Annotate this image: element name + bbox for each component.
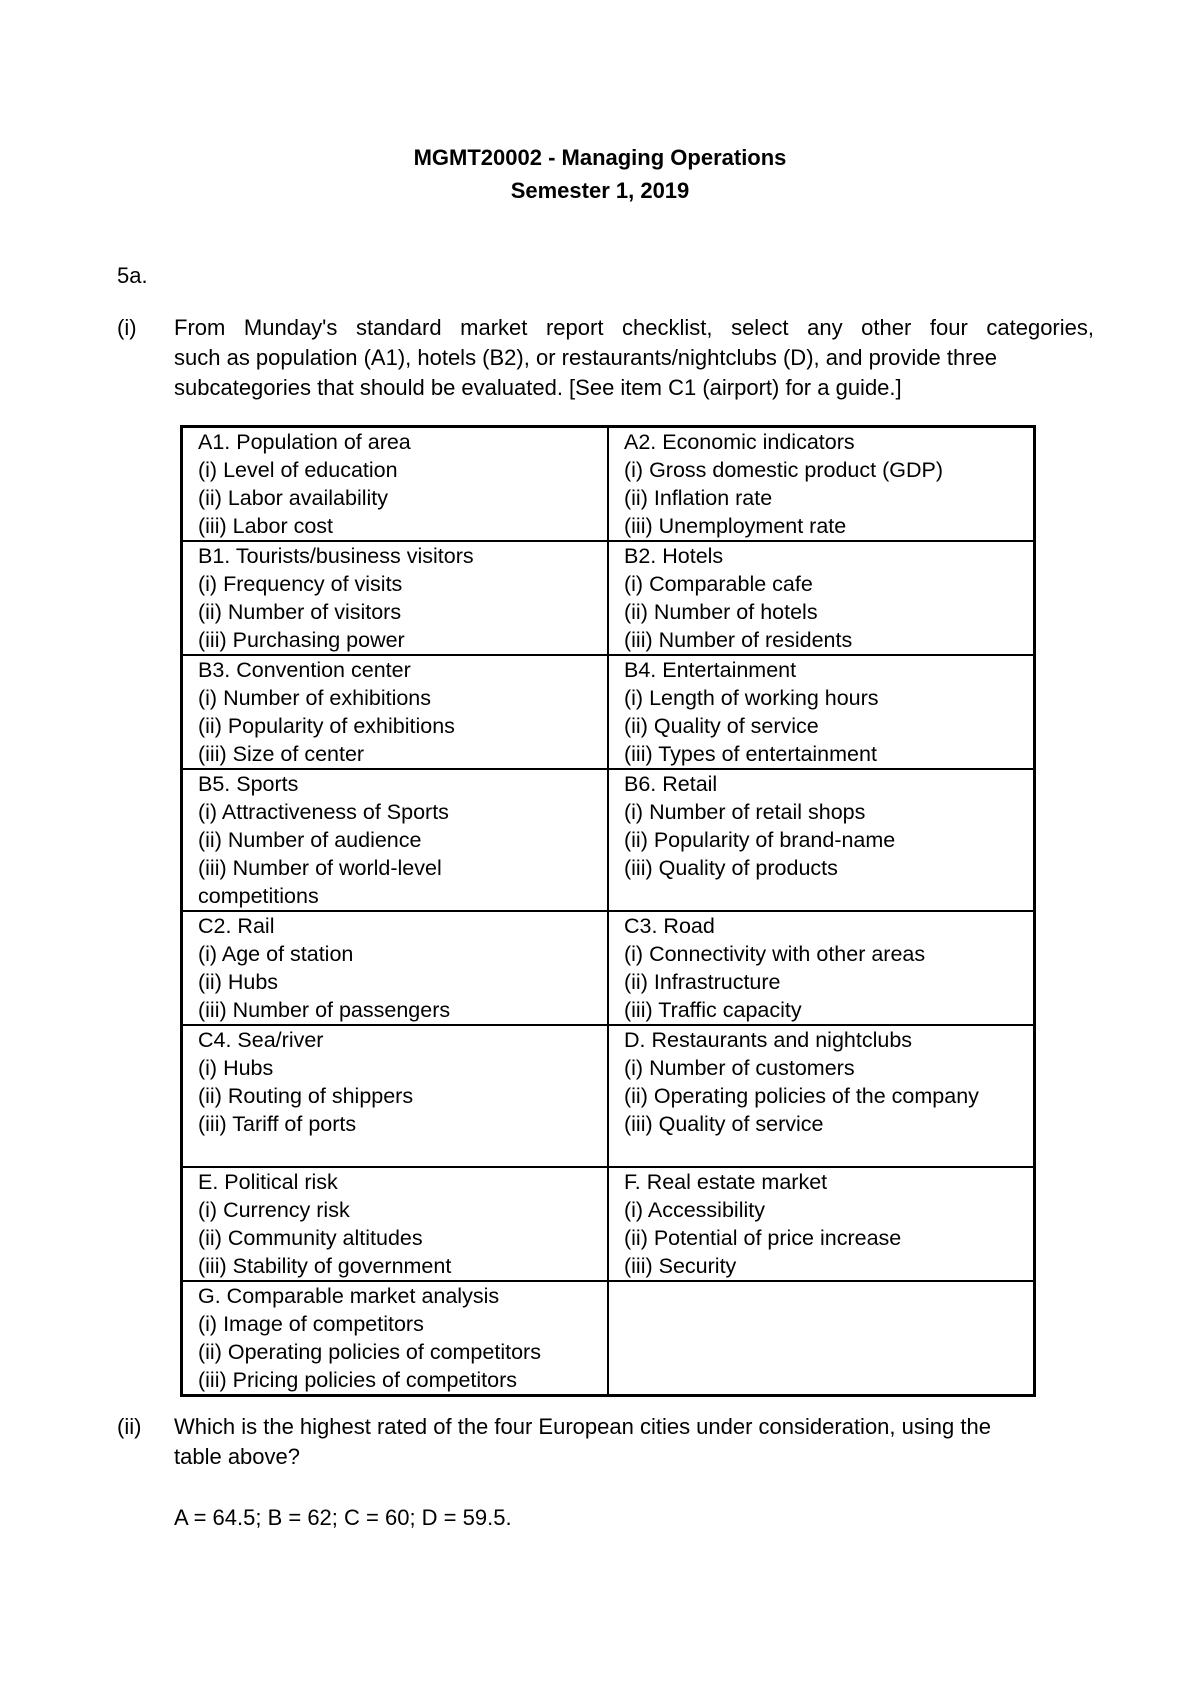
subcategory-item: (iii) Size of center bbox=[198, 742, 365, 766]
subcategory-item: (i) Length of working hours bbox=[624, 686, 879, 710]
subcategory-item: (iii) Traffic capacity bbox=[624, 998, 802, 1022]
category-heading: B6. Retail bbox=[624, 772, 718, 796]
category-heading: D. Restaurants and nightclubs bbox=[624, 1028, 913, 1052]
table-cell bbox=[182, 427, 609, 542]
category-heading: C4. Sea/river bbox=[198, 1028, 324, 1052]
category-heading: B4. Entertainment bbox=[624, 658, 797, 682]
category-heading: F. Real estate market bbox=[624, 1170, 828, 1194]
subcategory-item: (ii) Potential of price increase bbox=[624, 1226, 902, 1250]
subcategory-item: (i) Number of exhibitions bbox=[198, 686, 432, 710]
table-row bbox=[182, 655, 1035, 769]
table-cell bbox=[182, 769, 609, 911]
table-cell bbox=[182, 1281, 609, 1396]
subcategory-item: (i) Comparable cafe bbox=[624, 572, 813, 596]
subcategory-item: (i) Number of customers bbox=[624, 1056, 855, 1080]
subcategory-item: (ii) Inflation rate bbox=[624, 486, 773, 510]
subcategory-item: (iii) Number of passengers bbox=[198, 998, 451, 1022]
table-cell bbox=[608, 769, 1035, 911]
subcategory-item: (i) Number of retail shops bbox=[624, 800, 866, 824]
subcategory-item: (ii) Operating policies of the company bbox=[624, 1084, 979, 1108]
subcategory-item: (ii) Popularity of exhibitions bbox=[198, 714, 455, 738]
subcategory-item: (iii) Types of entertainment bbox=[624, 742, 877, 766]
subcategory-item: competitions bbox=[198, 884, 319, 908]
table-row bbox=[182, 911, 1035, 1025]
question-number: 5a. bbox=[117, 263, 148, 288]
semester-title: Semester 1, 2019 bbox=[510, 178, 690, 203]
category-heading: A1. Population of area bbox=[198, 430, 411, 454]
subcategory-item: (i) Accessibility bbox=[624, 1198, 765, 1222]
table-cell bbox=[182, 541, 609, 655]
subcategory-item: (iii) Unemployment rate bbox=[624, 514, 847, 538]
table-cell bbox=[608, 655, 1035, 769]
subcategory-item: (ii) Number of hotels bbox=[624, 600, 818, 624]
subcategory-item: (iii) Tariff of ports bbox=[198, 1112, 357, 1136]
part-i-line: From Munday's standard market report checklist, select any other four categories, bbox=[174, 315, 1094, 340]
subcategory-item: (iii) Labor cost bbox=[198, 514, 334, 538]
table-cell bbox=[608, 1025, 1035, 1167]
subcategory-item: (ii) Labor availability bbox=[198, 486, 388, 510]
table-cell bbox=[182, 655, 609, 769]
subcategory-item: (iii) Quality of products bbox=[624, 856, 838, 880]
subcategory-item: (ii) Infrastructure bbox=[624, 970, 781, 994]
table-cell bbox=[608, 427, 1035, 542]
subcategory-item: (ii) Number of visitors bbox=[198, 600, 402, 624]
table-row bbox=[182, 1281, 1035, 1396]
table-row bbox=[182, 541, 1035, 655]
subcategory-item: (i) Image of competitors bbox=[198, 1312, 424, 1336]
category-heading: E. Political risk bbox=[198, 1170, 338, 1194]
subcategory-item: (ii) Hubs bbox=[198, 970, 279, 994]
subcategory-item: (i) Connectivity with other areas bbox=[624, 942, 926, 966]
subcategory-item: (ii) Operating policies of competitors bbox=[198, 1340, 541, 1364]
table-row bbox=[182, 769, 1035, 911]
subcategory-item: (i) Level of education bbox=[198, 458, 398, 482]
part-ii-label: (ii) bbox=[117, 1414, 142, 1439]
part-ii-text bbox=[174, 1412, 1094, 1472]
part-i-line: subcategories that should be evaluated. [See item C1 (airport) for a guide.] bbox=[174, 375, 902, 400]
subcategory-item: (i) Age of station bbox=[198, 942, 354, 966]
subcategory-item: (ii) Number of audience bbox=[198, 828, 422, 852]
category-heading: B1. Tourists/business visitors bbox=[198, 544, 474, 568]
subcategory-item: (i) Hubs bbox=[198, 1056, 274, 1080]
course-title: MGMT20002 - Managing Operations bbox=[413, 145, 787, 170]
subcategory-item: (iii) Stability of government bbox=[198, 1254, 452, 1278]
table-row bbox=[182, 1167, 1035, 1281]
subcategory-item: (iii) Number of residents bbox=[624, 628, 853, 652]
subcategory-item: (i) Currency risk bbox=[198, 1198, 350, 1222]
subcategory-item: (iii) Quality of service bbox=[624, 1112, 824, 1136]
category-heading: B5. Sports bbox=[198, 772, 299, 796]
table-cell bbox=[608, 911, 1035, 1025]
category-heading: G. Comparable market analysis bbox=[198, 1284, 500, 1308]
subcategory-item: (ii) Community altitudes bbox=[198, 1226, 423, 1250]
subcategory-item: (iii) Purchasing power bbox=[198, 628, 405, 652]
category-heading: B3. Convention center bbox=[198, 658, 411, 682]
table-cell bbox=[182, 911, 609, 1025]
empty-table-cell bbox=[608, 1281, 1035, 1396]
part-i-line: such as population (A1), hotels (B2), or restaurants/nightclubs (D), and provide three bbox=[174, 345, 997, 370]
category-heading: A2. Economic indicators bbox=[624, 430, 855, 454]
category-heading: B2. Hotels bbox=[624, 544, 724, 568]
subcategory-item: (ii) Popularity of brand-name bbox=[624, 828, 896, 852]
subcategory-item: (ii) Quality of service bbox=[624, 714, 819, 738]
category-heading: C2. Rail bbox=[198, 914, 275, 938]
subcategory-item: (i) Gross domestic product (GDP) bbox=[624, 458, 943, 482]
part-i-text bbox=[174, 313, 1094, 403]
table-row bbox=[182, 1025, 1035, 1167]
part-ii-line: Which is the highest rated of the four European cities under consideration, using the bbox=[174, 1414, 991, 1439]
answer-text: A = 64.5; B = 62; C = 60; D = 59.5. bbox=[174, 1505, 512, 1530]
category-heading: C3. Road bbox=[624, 914, 715, 938]
subcategory-item: (i) Attractiveness of Sports bbox=[198, 800, 449, 824]
subcategory-item: (i) Frequency of visits bbox=[198, 572, 403, 596]
table-cell bbox=[608, 1167, 1035, 1281]
table-cell bbox=[182, 1167, 609, 1281]
table-cell bbox=[182, 1025, 609, 1167]
table-row bbox=[182, 427, 1035, 542]
subcategory-item: (iii) Pricing policies of competitors bbox=[198, 1368, 518, 1392]
subcategory-item: (iii) Number of world-level bbox=[198, 856, 442, 880]
subcategory-item: (ii) Routing of shippers bbox=[198, 1084, 414, 1108]
part-ii-line: table above? bbox=[174, 1444, 300, 1469]
checklist-table bbox=[180, 425, 1036, 1397]
subcategory-item: (iii) Security bbox=[624, 1254, 737, 1278]
part-i-label: (i) bbox=[117, 315, 137, 340]
table-cell bbox=[608, 541, 1035, 655]
